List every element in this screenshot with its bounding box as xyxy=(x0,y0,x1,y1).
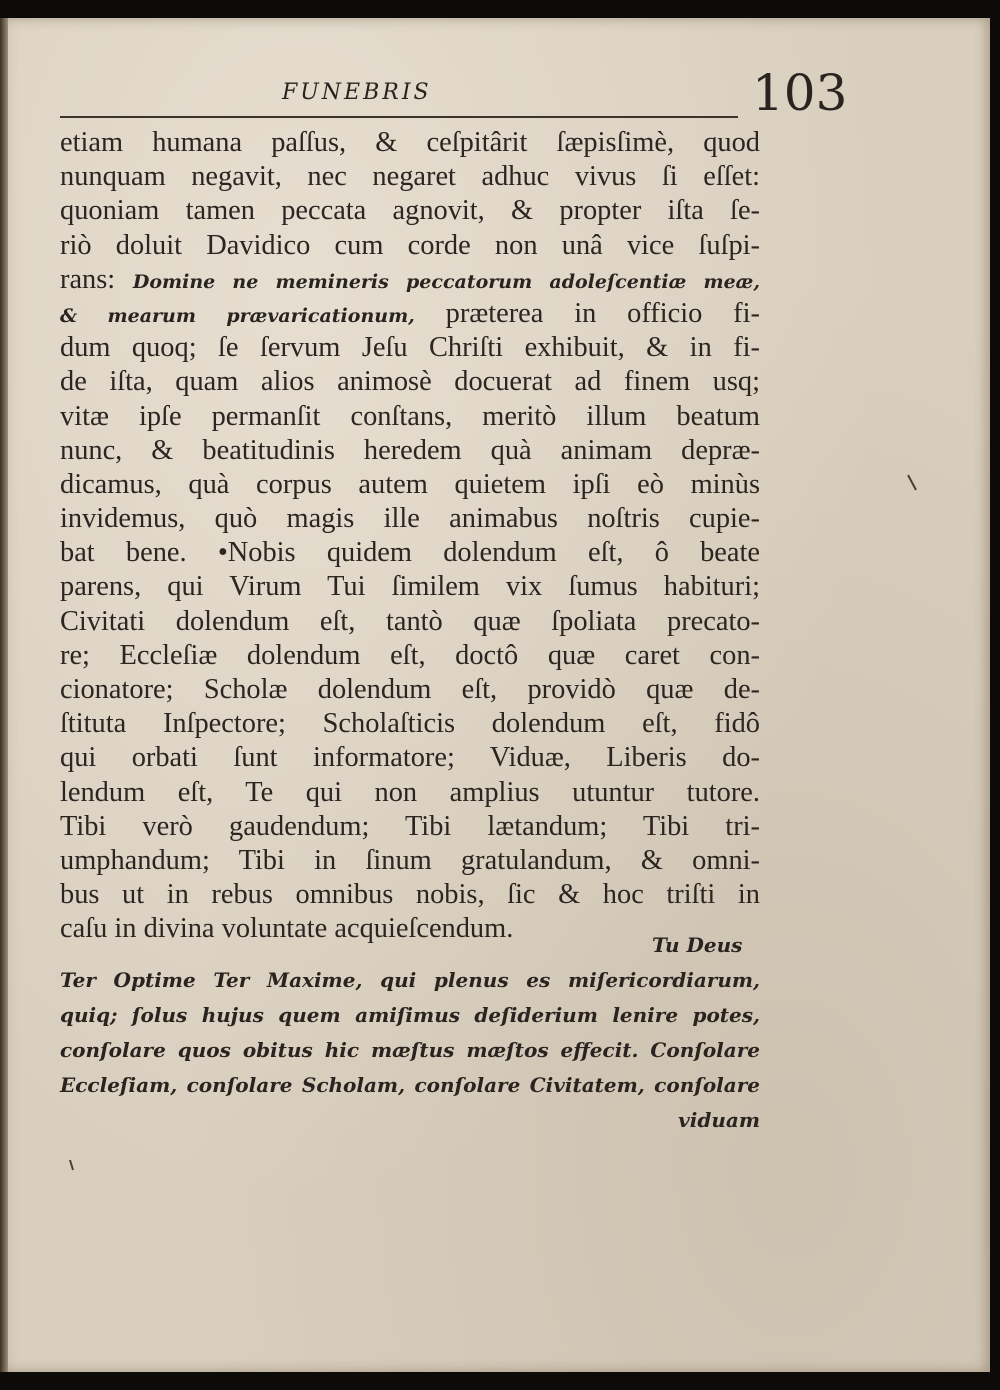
text-line: cionatore; Scholæ dolendum eſt, providò quæ de- xyxy=(60,674,760,705)
text-line: riò doluit Davidico cum corde non unâ vice ſuſpi- xyxy=(60,229,760,261)
text-line: Civitati dolendum eſt, tantò quæ ſpoliata precato- xyxy=(60,605,760,637)
prayer-line: conſolare quos obitus hic mæſtus mæſtos effecit. Conſolare xyxy=(60,1038,760,1062)
paper-mark xyxy=(70,1160,73,1170)
text-segment: præterea in officio fi- xyxy=(445,297,760,329)
prayer-line: quiq; ſolus hujus quem amiſimus deſiderium lenire potes, xyxy=(60,1003,760,1027)
paper-mark xyxy=(908,475,916,490)
text-line: de iſta, quam alios animosè docuerat ad finem usq; xyxy=(60,366,760,398)
text-line: parens, qui Virum Tui ſimilem vix ſumus habituri; xyxy=(60,571,760,603)
scripture-quote: Domine ne memineris peccatorum adoleſcentiæ meæ, xyxy=(132,270,760,293)
text-line: caſu in divina voluntate acquieſcendum. xyxy=(60,913,514,945)
prayer-line: Eccleſiam, conſolare Scholam, conſolare Civitatem, conſolare xyxy=(60,1073,760,1097)
text-line: nunquam negavit, nec negaret adhuc vivus ſi eſſet: xyxy=(60,161,760,193)
running-title: FUNEBRIS xyxy=(282,80,432,105)
scripture-quote: & mearum prævaricationum, xyxy=(60,304,415,327)
text-line: ſtituta Inſpectore; Scholaſticis dolendum eſt, fidô xyxy=(60,708,760,740)
text-line: etiam humana paſſus, & ceſpitârit ſæpisſimè, quod xyxy=(60,127,760,158)
text-line: nunc, & beatitudinis heredem quà animam depræ- xyxy=(60,434,760,466)
text-line: re; Eccleſiæ dolendum eſt, doctô quæ caret con- xyxy=(60,639,760,671)
text-line: dicamus, quà corpus autem quietem ipſi eò minùs xyxy=(60,468,760,500)
text-line: qui orbati ſunt informatore; Viduæ, Liberis do- xyxy=(60,742,760,774)
catchword: viduam xyxy=(678,1108,760,1132)
text-line: quoniam tamen peccata agnovit, & propter iſta ſe- xyxy=(60,195,760,227)
text-line: Tibi verò gaudendum; Tibi lætandum; Tibi tri- xyxy=(60,810,760,842)
text-segment: rans: xyxy=(60,263,116,295)
page-number: 103 xyxy=(752,64,848,122)
text-line: vitæ ipſe permanſit conſtans, meritò illum beatum xyxy=(60,400,760,432)
text-line: bus ut in rebus omnibus nobis, ſic & hoc triſti in xyxy=(60,879,760,911)
prayer-line: Tu Deus xyxy=(652,933,743,957)
prayer-line: Ter Optime Ter Maxime, qui plenus es miſericordiarum, xyxy=(60,968,760,992)
text-line: invidemus, quò magis ille animabus noſtris cupie- xyxy=(60,503,760,535)
text-line: umphandum; Tibi in ſinum gratulandum, & omni- xyxy=(60,844,760,876)
text-line: lendum eſt, Te qui non amplius utuntur tutore. xyxy=(60,776,760,808)
text-line: dum quoq; ſe ſervum Jeſu Chriſti exhibuit, & in fi- xyxy=(60,332,760,364)
text-line: bat bene. •Nobis quidem dolendum eſt, ô beate xyxy=(60,537,760,569)
